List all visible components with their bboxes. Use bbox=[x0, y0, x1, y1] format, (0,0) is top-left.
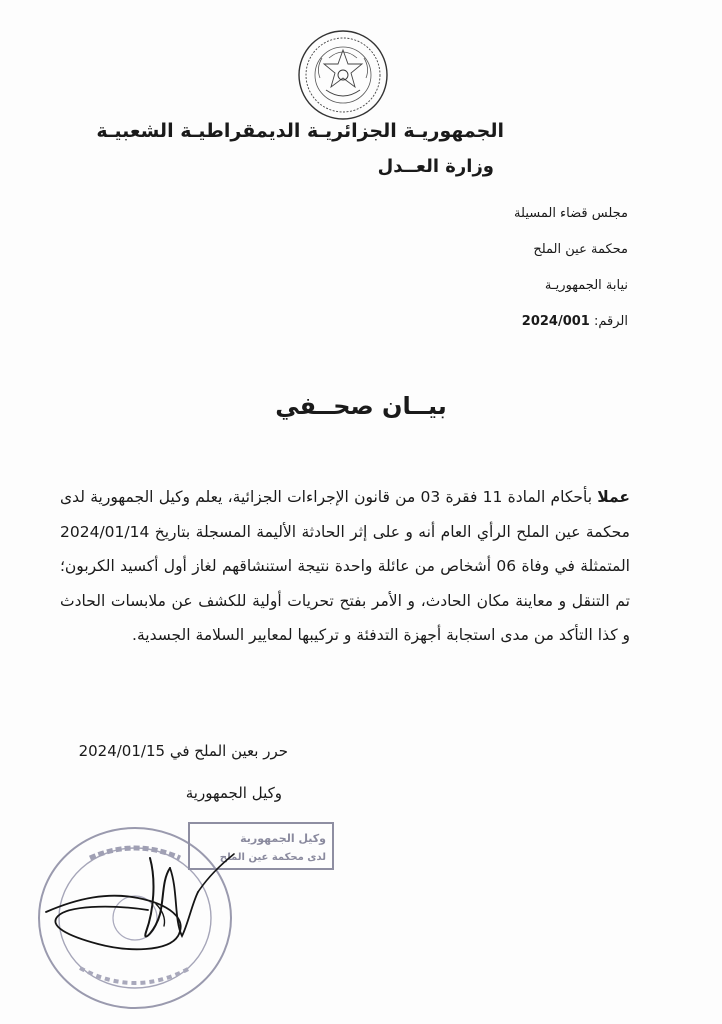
stamp-line-2: لدى محكمة عين الملح bbox=[219, 852, 326, 863]
place-and-date: حرر بعين الملح في 2024/01/15 bbox=[78, 742, 288, 760]
national-emblem-seal bbox=[296, 28, 390, 122]
republic-name: الجمهوريـة الجزائريـة الديمقراطيـة الشعبيـة bbox=[96, 120, 504, 142]
office-name: نيابة الجمهوريـة bbox=[544, 278, 628, 293]
issuer-block bbox=[514, 200, 628, 344]
signer-title: وكيل الجمهورية bbox=[185, 784, 282, 802]
stamp-line-1: وكيل الجمهورية bbox=[240, 832, 326, 845]
document-title: بيــان صحــفي bbox=[275, 392, 447, 420]
court-name: محكمة عين الملح bbox=[533, 242, 628, 257]
statement-lead-word: عملا bbox=[597, 488, 631, 506]
reference-number: 2024/001 bbox=[521, 314, 590, 329]
letterhead bbox=[96, 120, 504, 177]
handwritten-signature bbox=[38, 840, 268, 960]
council-name: مجلس قضاء المسيلة bbox=[514, 206, 628, 221]
signoff-block bbox=[58, 742, 288, 802]
statement-body bbox=[60, 480, 630, 653]
ministry-name: وزارة العــدل bbox=[377, 156, 494, 177]
reference-label: الرقم: bbox=[594, 314, 628, 329]
reference-line bbox=[514, 308, 628, 344]
statement-text: بأحكام المادة 11 فقرة 03 من قانون الإجراءات الجزائية، يعلم وكيل الجمهورية لدى محكمة عين الملح الرأي العام أنه و على إثر الحادثة الأليمة المسجلة بتاريخ 2024/01/14 المتمثلة في وفاة 06 أشخاص من عائلة واحدة نتيجة استنشاقهم لغاز أول أكسيد الكربون؛ تم التنقل و معاينة مكان الحادث، و الأمر بفتح تحريات أولية للكشف عن ملابسات الحادث و كذا التأكد من مدى استجابة أجهزة التدفئة و تركيبها لمعايير السلامة الجسدية. bbox=[60, 488, 630, 644]
